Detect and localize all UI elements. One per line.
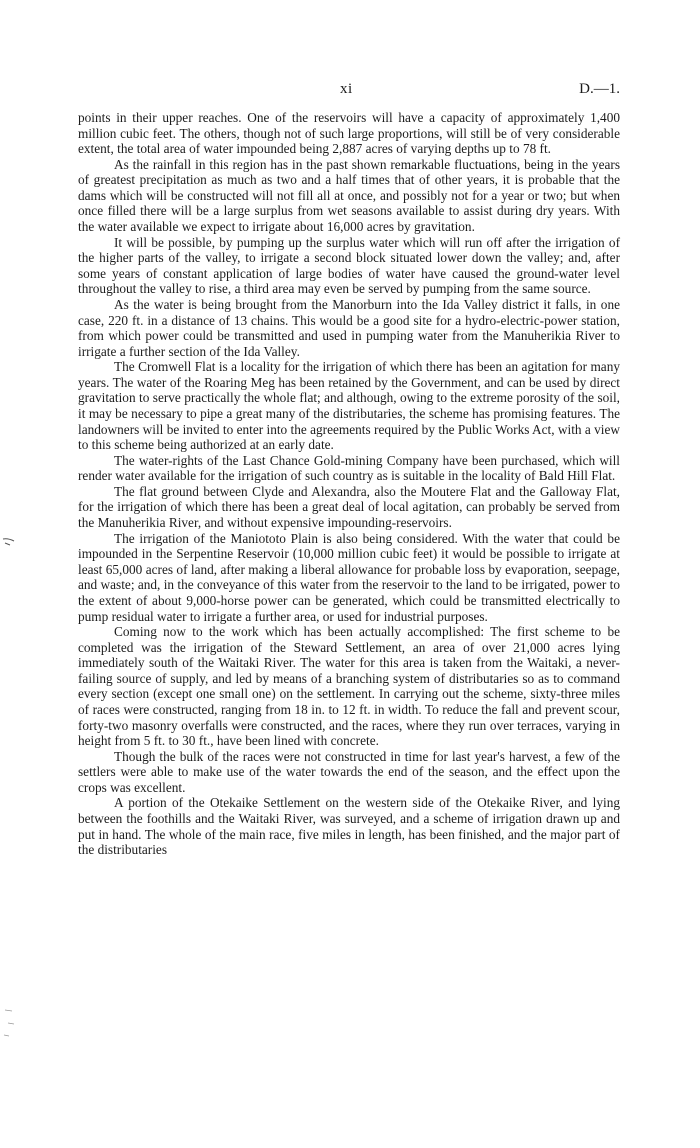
page-header [78,81,620,101]
paragraph-clyde-alexandra-flats: The flat ground between Clyde and Alexandra, also the Moutere Flat and the Galloway Flat, for the irrigation of which there has been a great deal of local agitation, can probably be served from the Manuherikia River, and without expensive impounding-reservoirs. [78,483,620,531]
paper-reference: D.—1. [579,81,620,97]
page-number: xi [340,81,353,97]
paragraph-maniototo-plain: The irrigation of the Maniototo Plain is also being considered. With the water that could be impounded in the Serpentine Reservoir (10,000 million cubic feet) it would be possible to irrigate at least 65,000 acres of land, after making a liberal allowance for probable loss by evaporation, seepage, and waste; and, in the conveyance of this water from the reservoir to the land to be irrigated, power to the extent of about 9,000-horse power can be generated, which could be transmitted electrically to pump residual water to irrigate a further area, or used for industrial purposes. [78,530,620,624]
paragraph-last-chance-water-rights: The water-rights of the Last Chance Gold-mining Company have been purchased, which will render water available for the irrigation of such country as is suitable in the locality of Bald Hill Flat. [78,452,620,484]
paragraph-pumping-surplus: It will be possible, by pumping up the surplus water which will run off after the irrigation of the higher parts of the valley, to irrigate a second block situated lower down the valley; and, after some years of constant application of large bodies of water have caused the ground-water level throughout the valley to rise, a third area may even be served by pumping from the same source. [78,234,620,297]
paragraph-cromwell-flat: The Cromwell Flat is a locality for the irrigation of which there has been an agitation for many years. The water of the Roaring Meg has been retained by the Government, and can be used by direct gravitation to serve practically the whole flat; and although, owing to the extreme porosity of the soil, it may be necessary to pipe a great many of the distributaries, the scheme has promising features. The landowners will be invited to enter into the agreements required by the Public Works Act, with a view to this scheme being authorized at an early date. [78,359,620,453]
paragraph-hydro-electric-site: As the water is being brought from the Manorburn into the Ida Valley district it falls, in one case, 220 ft. in a distance of 13 chains. This would be a good site for a hydro-electric-power station, from which power could be transmitted and used in pumping water from the Manuherikia River to irrigate a further section of the Ida Valley. [78,296,620,359]
paragraph-otekaike-settlement: A portion of the Otekaike Settlement on the western side of the Otekaike River, and lying between the foothills and the Waitaki River, was surveyed, and a scheme of irrigation drawn up and put in hand. The whole of the main race, five miles in length, has been finished, and the major part of the distributaries [78,795,620,858]
margin-pencil-mark [2,536,16,546]
body-text [78,110,620,858]
paragraph-reservoir-capacity: points in their upper reaches. One of the reservoirs will have a capacity of approximately 1,400 million cubic feet. The others, though not of such large proportions, will still be of very considerable extent, the total area of water impounded being 2,887 acres of varying depths up to 78 ft. [78,110,620,157]
paragraph-rainfall-fluctuations: As the rainfall in this region has in the past shown remarkable fluctuations, being in the years of greatest precipitation as much as two and a half times that of other years, it is probable that the dams which will be constructed will not fill all at once, and possibly not for a year or two; but when once filled there will be a large surplus from wet seasons available to assist during dry years. With the water available we expect to irrigate about 16,000 acres by gravitation. [78,156,620,235]
margin-tick-marks [3,1008,17,1038]
paragraph-harvest-results: Though the bulk of the races were not constructed in time for last year's harvest, a few of the settlers were able to make use of the water towards the end of the season, and the effect upon the crops was excellent. [78,748,620,795]
paragraph-steward-settlement: Coming now to the work which has been actually accomplished: The first scheme to be completed was the irrigation of the Steward Settlement, an area of over 21,000 acres lying immediately south of the Waitaki River. The water for this area is taken from the Waitaki, a never-failing source of supply, and led by means of a branching system of distributaries so as to command every section (except one small one) on the settlement. In carrying out the scheme, sixty-three miles of races were constructed, ranging from 18 in. to 12 ft. in width. To reduce the fall and prevent scour, forty-two masonry overfalls were constructed, and the races, where they run over terraces, varying in height from 5 ft. to 30 ft., have been lined with concrete. [78,624,620,749]
